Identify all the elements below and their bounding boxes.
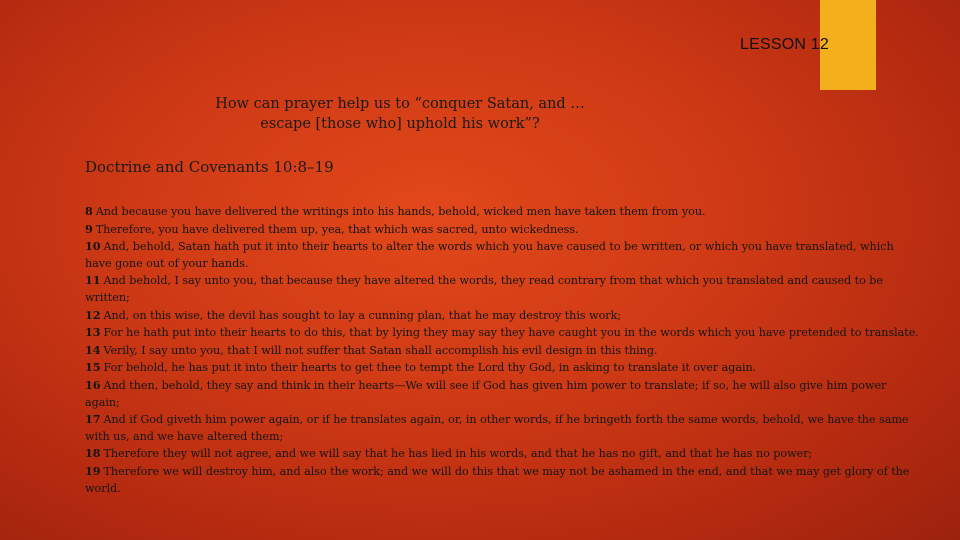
verse-number: 17 xyxy=(85,412,101,427)
verse-text: And, behold, Satan hath put it into their hearts to alter the words which you have caused to be written, or which you have translated, which have gone out of your hands. xyxy=(85,240,894,270)
verse xyxy=(85,463,920,497)
lesson-label: LESSON 12 xyxy=(740,36,829,53)
verse-text: And if God giveth him power again, or if he translates again, or, in other words, if he bringeth forth the same words, behold, we have the same with us, and we have altered them; xyxy=(85,413,909,443)
verse-number: 8 xyxy=(85,204,93,218)
verse-text: For he hath put into their hearts to do this, that by lying they may say they have caught you in the words which you have pretended to translate. xyxy=(103,326,919,340)
verse-text: Therefore we will destroy him, and also the work; and we will do this that we may not be ashamed in the end, and that we may get glory of the world. xyxy=(85,464,910,495)
verse xyxy=(85,359,920,377)
question-line: How can prayer help us to “conquer Satan, and … xyxy=(215,96,585,112)
verse-text: And behold, I say unto you, that because they have altered the words, they read contrary from that which you translated and caused to be written; xyxy=(85,274,883,304)
verse xyxy=(85,324,920,342)
verse xyxy=(85,272,920,306)
verse-number: 15 xyxy=(85,360,101,375)
question-line: escape [those who] uphold his work”? xyxy=(260,116,540,132)
verse xyxy=(85,307,920,325)
verse-text: Therefore they will not agree, and we will say that he has lied in his words, and that he has no gift, and that he has no power; xyxy=(103,447,813,461)
verse xyxy=(85,342,920,360)
verse-number: 19 xyxy=(85,463,101,478)
verse-number: 16 xyxy=(85,377,101,392)
verse-list xyxy=(85,203,920,497)
verse-number: 9 xyxy=(85,221,93,236)
verse-text: And, on this wise, the devil has sought to lay a cunning plan, that he may destroy this work; xyxy=(103,308,622,322)
verse xyxy=(85,377,920,411)
verse-number: 12 xyxy=(85,307,101,322)
scripture-reference: Doctrine and Covenants 10:8–19 xyxy=(85,158,334,176)
verse-number: 10 xyxy=(85,239,101,254)
verse xyxy=(85,445,920,463)
verse-number: 18 xyxy=(85,446,101,461)
verse-number: 11 xyxy=(85,273,101,288)
verse xyxy=(85,411,920,445)
verse xyxy=(85,221,920,239)
verse-number: 14 xyxy=(85,342,101,357)
verse-text: And because you have delivered the writings into his hands, behold, wicked men have taken them from you. xyxy=(95,205,706,218)
verse-text: Therefore, you have delivered them up, yea, that which was sacred, unto wickedness. xyxy=(95,222,579,236)
question-heading xyxy=(150,94,650,134)
verse-text: And then, behold, they say and think in their hearts—We will see if God has given him power to translate; if so, he will also give him power again; xyxy=(85,378,887,409)
verse-text: For behold, he has put it into their hearts to get thee to tempt the Lord thy God, in asking to translate it over again. xyxy=(103,361,757,375)
verse-text: Verily, I say unto you, that I will not suffer that Satan shall accomplish his evil design in this thing. xyxy=(103,343,658,357)
verse-number: 13 xyxy=(85,325,101,340)
verse xyxy=(85,203,920,221)
verse xyxy=(85,238,920,272)
